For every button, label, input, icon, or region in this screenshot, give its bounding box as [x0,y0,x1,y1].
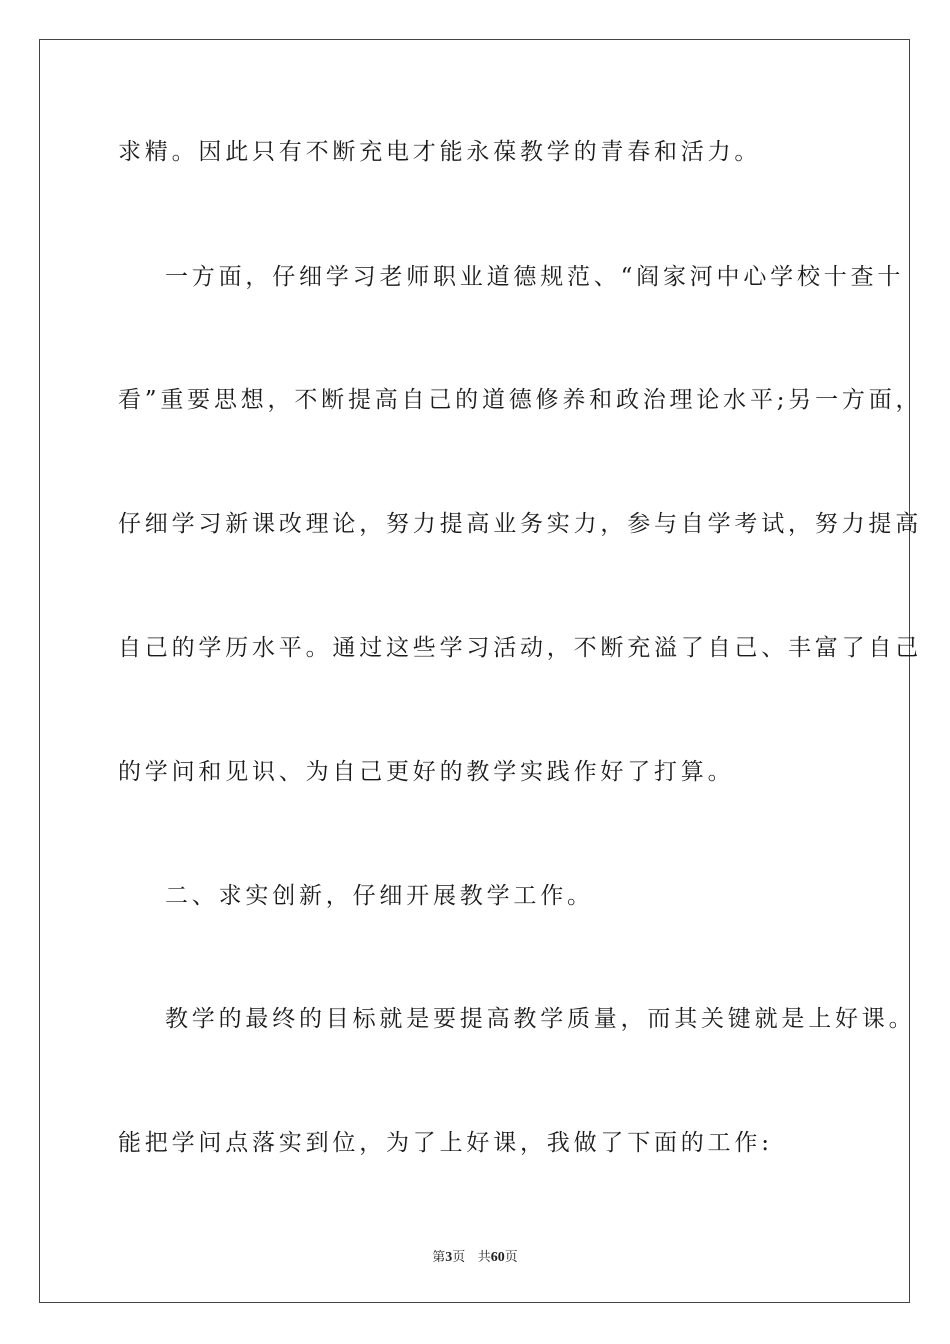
paragraph-line-3: 看”重要思想，不断提高自己的道德修养和政治理论水平;另一方面， [118,387,923,413]
page-border [39,39,910,1303]
page-footer [0,1246,950,1266]
paragraph-line-1: 求精。因此只有不断充电才能永葆教学的青春和活力。 [118,139,762,165]
paragraph-line-8: 教学的最终的目标就是要提高教学质量，而其关键就是上好课。 [165,1006,916,1032]
paragraph-line-5: 自己的学历水平。通过这些学习活动，不断充溢了自己、丰富了自己 [118,635,922,661]
total-suffix: 页 [504,1250,518,1265]
page-suffix: 页 [452,1250,466,1265]
paragraph-line-4: 仔细学习新课改理论，努力提高业务实力，参与自学考试，努力提高 [118,511,922,537]
page-number: 3 [445,1250,453,1265]
total-prefix: 共 [477,1250,491,1265]
paragraph-line-9: 能把学问点落实到位，为了上好课，我做了下面的工作: [118,1130,773,1156]
total-pages: 60 [490,1250,505,1265]
section-heading: 二、求实创新，仔细开展教学工作。 [165,883,594,909]
paragraph-line-2: 一方面，仔细学习老师职业道德规范、“阎家河中心学校十查十 [165,264,905,290]
paragraph-line-6: 的学问和见识、为自己更好的教学实践作好了打算。 [118,759,735,785]
page-prefix: 第 [432,1250,446,1265]
